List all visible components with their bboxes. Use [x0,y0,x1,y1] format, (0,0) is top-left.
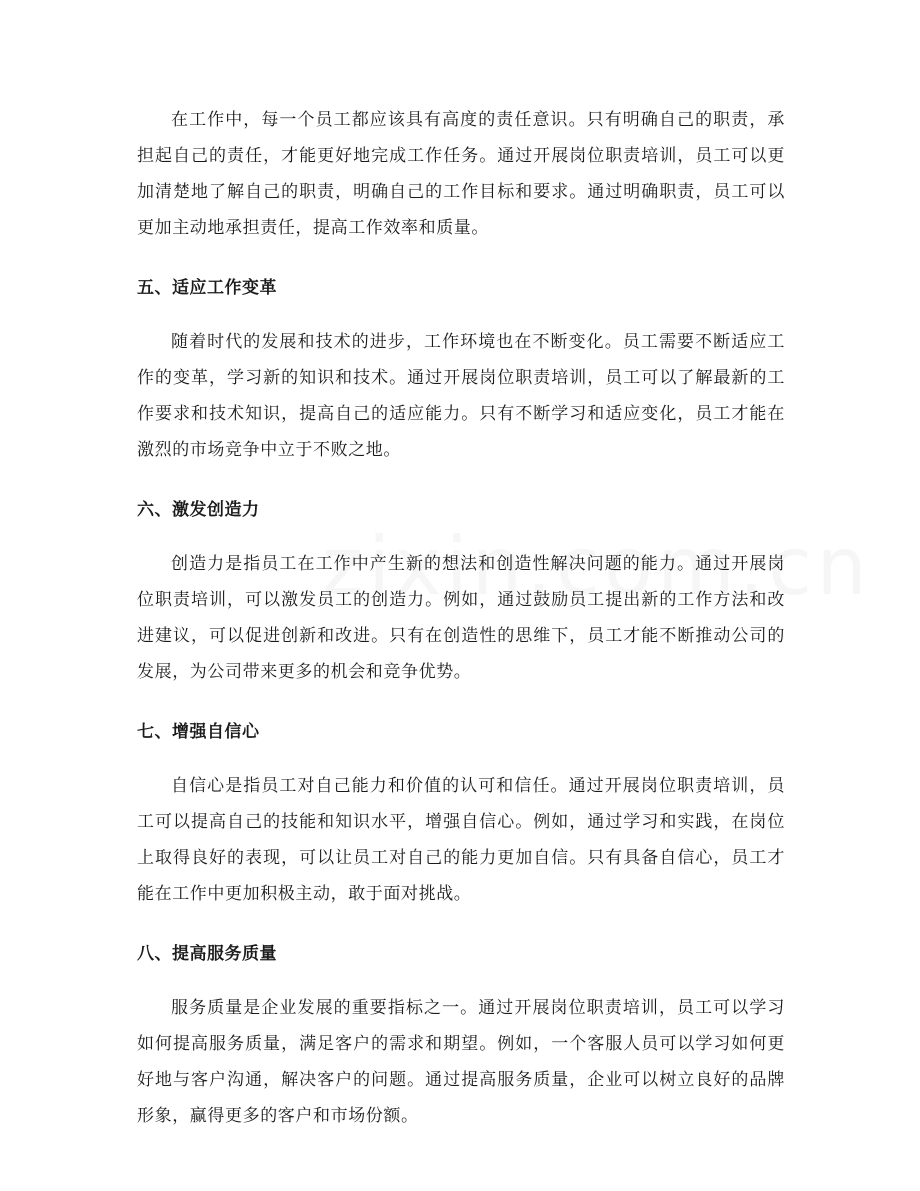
section-heading-7: 七、增强自信心 [137,722,260,742]
section-paragraph-8: 服务质量是企业发展的重要指标之一。通过开展岗位职责培训，员工可以学习如何提高服务质量，满足客户的需求和期望。例如，一个客服人员可以学习如何更好地与客户沟通，解决客户的问题。通过提高服务质量，企业可以树立良好的品牌形象，赢得更多的客户和市场份额。 [137,998,785,1126]
intro-paragraph: 在工作中，每一个员工都应该具有高度的责任意识。只有明确自己的职责，承担起自己的责任，才能更好地完成工作任务。通过开展岗位职责培训，员工可以更加清楚地了解自己的职责，明确自己的工作目标和要求。通过明确职责，员工可以更加主动地承担责任，提高工作效率和质量。 [137,110,785,238]
document-body [137,102,785,1134]
section-heading-6: 六、激发创造力 [137,500,260,520]
section-paragraph-6: 创造力是指员工在工作中产生新的想法和创造性解决问题的能力。通过开展岗位职责培训，可以激发员工的创造力。例如，通过鼓励员工提出新的工作方法和改进建议，可以促进创新和改进。只有在创造性的思维下，员工才能不断推动公司的发展，为公司带来更多的机会和竞争优势。 [137,554,785,682]
section-paragraph-7: 自信心是指员工对自己能力和价值的认可和信任。通过开展岗位职责培训，员工可以提高自己的技能和知识水平，增强自信心。例如，通过学习和实践，在岗位上取得良好的表现，可以让员工对自己的能力更加自信。只有具备自信心，员工才能在工作中更加积极主动，敢于面对挑战。 [137,776,785,904]
section-heading-8: 八、提高服务质量 [137,944,277,964]
section-paragraph-5: 随着时代的发展和技术的进步，工作环境也在不断变化。员工需要不断适应工作的变革，学习新的知识和技术。通过开展岗位职责培训，员工可以了解最新的工作要求和技术知识，提高自己的适应能力。只有不断学习和适应变化，员工才能在激烈的市场竞争中立于不败之地。 [137,332,785,460]
section-heading-5: 五、适应工作变革 [137,278,277,298]
